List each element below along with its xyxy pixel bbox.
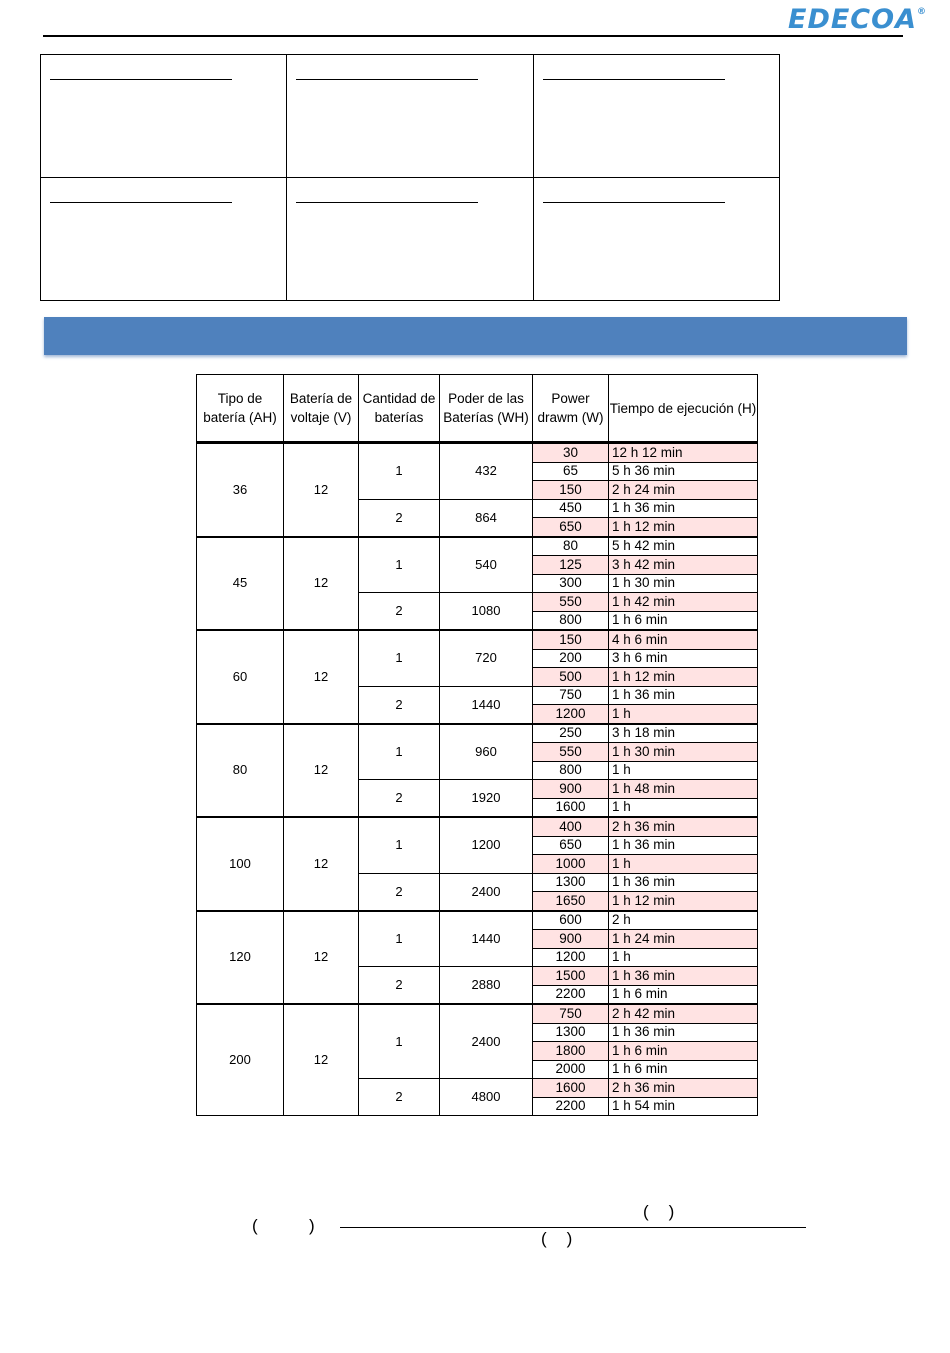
formula-left-close-paren: ) xyxy=(309,1216,315,1235)
cell-battery-ah: 45 xyxy=(197,537,284,631)
header-poder: Poder de las Baterías (WH) xyxy=(440,375,533,443)
cell-power-drawn: 80 xyxy=(533,537,609,556)
cell-runtime: 1 h 30 min xyxy=(609,743,758,762)
cell-quantity: 1 xyxy=(359,1004,440,1079)
cell-quantity: 1 xyxy=(359,911,440,967)
cell-power-drawn: 1300 xyxy=(533,1023,609,1042)
header-divider xyxy=(43,35,903,37)
cell-power-drawn: 900 xyxy=(533,930,609,949)
cell-quantity: 1 xyxy=(359,817,440,873)
cell-runtime: 1 h 36 min xyxy=(609,499,758,518)
cell-power-drawn: 550 xyxy=(533,593,609,612)
cell-quantity: 2 xyxy=(359,967,440,1005)
cell-power-drawn: 800 xyxy=(533,611,609,630)
cell-runtime: 2 h 24 min xyxy=(609,481,758,500)
cell-runtime: 4 h 6 min xyxy=(609,630,758,649)
cell-power-drawn: 150 xyxy=(533,630,609,649)
cell-power-drawn: 1650 xyxy=(533,892,609,911)
signature-line xyxy=(543,202,725,203)
table-row xyxy=(197,911,758,930)
header-tiempo: Tiempo de ejecución (H) xyxy=(609,375,758,443)
cell-battery-wh: 864 xyxy=(440,499,533,537)
cell-power-drawn: 450 xyxy=(533,499,609,518)
cell-power-drawn: 400 xyxy=(533,817,609,836)
signature-box xyxy=(533,178,779,301)
cell-voltage: 12 xyxy=(284,443,359,537)
cell-quantity: 1 xyxy=(359,724,440,780)
cell-power-drawn: 1000 xyxy=(533,855,609,874)
signature-box xyxy=(533,55,779,178)
cell-quantity: 2 xyxy=(359,499,440,537)
cell-battery-wh: 2400 xyxy=(440,873,533,911)
cell-runtime: 1 h xyxy=(609,761,758,780)
cell-runtime: 1 h 36 min xyxy=(609,873,758,892)
cell-quantity: 2 xyxy=(359,873,440,911)
cell-battery-wh: 1440 xyxy=(440,686,533,724)
cell-battery-ah: 120 xyxy=(197,911,284,1005)
cell-battery-wh: 432 xyxy=(440,443,533,500)
cell-runtime: 3 h 18 min xyxy=(609,724,758,743)
cell-power-drawn: 600 xyxy=(533,911,609,930)
cell-runtime: 2 h 36 min xyxy=(609,817,758,836)
cell-runtime: 1 h 54 min xyxy=(609,1097,758,1116)
cell-power-drawn: 800 xyxy=(533,761,609,780)
header-voltaje: Batería de voltaje (V) xyxy=(284,375,359,443)
cell-battery-wh: 540 xyxy=(440,537,533,593)
signature-line xyxy=(296,79,478,80)
table-row xyxy=(197,443,758,463)
cell-quantity: 2 xyxy=(359,1079,440,1116)
cell-runtime: 1 h 42 min xyxy=(609,593,758,612)
cell-power-drawn: 900 xyxy=(533,780,609,799)
cell-runtime: 1 h 6 min xyxy=(609,1060,758,1079)
cell-power-drawn: 1800 xyxy=(533,1042,609,1061)
cell-battery-wh: 2400 xyxy=(440,1004,533,1079)
section-header-bar xyxy=(44,317,907,355)
signature-line xyxy=(543,79,725,80)
cell-runtime: 1 h 36 min xyxy=(609,967,758,986)
cell-quantity: 2 xyxy=(359,686,440,724)
cell-battery-wh: 960 xyxy=(440,724,533,780)
cell-runtime: 1 h xyxy=(609,855,758,874)
table-row xyxy=(197,537,758,556)
signature-box xyxy=(41,55,287,178)
cell-runtime: 1 h 6 min xyxy=(609,985,758,1004)
cell-quantity: 1 xyxy=(359,537,440,593)
table-header-row xyxy=(197,375,758,443)
cell-power-drawn: 500 xyxy=(533,668,609,687)
header-power-drawn: Power drawm (W) xyxy=(533,375,609,443)
signature-box xyxy=(287,178,533,301)
cell-power-drawn: 1300 xyxy=(533,873,609,892)
cell-runtime: 3 h 6 min xyxy=(609,649,758,668)
cell-battery-ah: 60 xyxy=(197,630,284,724)
cell-runtime: 1 h 12 min xyxy=(609,518,758,537)
cell-quantity: 1 xyxy=(359,630,440,686)
cell-voltage: 12 xyxy=(284,630,359,724)
cell-runtime: 12 h 12 min xyxy=(609,443,758,463)
cell-power-drawn: 1600 xyxy=(533,798,609,817)
cell-runtime: 1 h xyxy=(609,705,758,724)
table-row xyxy=(197,1004,758,1023)
cell-power-drawn: 650 xyxy=(533,836,609,855)
cell-power-drawn: 750 xyxy=(533,686,609,705)
cell-quantity: 2 xyxy=(359,780,440,818)
cell-runtime: 5 h 36 min xyxy=(609,462,758,481)
cell-power-drawn: 2200 xyxy=(533,985,609,1004)
formula-numerator-parens: () xyxy=(643,1202,695,1221)
cell-battery-wh: 720 xyxy=(440,630,533,686)
table-row xyxy=(197,724,758,743)
cell-voltage: 12 xyxy=(284,724,359,818)
cell-power-drawn: 1200 xyxy=(533,705,609,724)
cell-runtime: 1 h 6 min xyxy=(609,1042,758,1061)
cell-quantity: 2 xyxy=(359,593,440,631)
cell-power-drawn: 1500 xyxy=(533,967,609,986)
cell-quantity: 1 xyxy=(359,443,440,500)
cell-voltage: 12 xyxy=(284,817,359,911)
cell-runtime: 3 h 42 min xyxy=(609,556,758,575)
cell-voltage: 12 xyxy=(284,1004,359,1116)
cell-power-drawn: 2000 xyxy=(533,1060,609,1079)
cell-battery-wh: 1200 xyxy=(440,817,533,873)
table-row xyxy=(197,630,758,649)
runtime-table xyxy=(196,374,758,1116)
signature-line xyxy=(296,202,478,203)
cell-runtime: 1 h 24 min xyxy=(609,930,758,949)
cell-runtime: 1 h xyxy=(609,798,758,817)
cell-battery-wh: 1440 xyxy=(440,911,533,967)
signature-line xyxy=(50,202,232,203)
cell-runtime: 1 h 30 min xyxy=(609,574,758,593)
table-body xyxy=(197,443,758,1116)
cell-power-drawn: 65 xyxy=(533,462,609,481)
cell-runtime: 1 h 36 min xyxy=(609,686,758,705)
formula-denominator-parens: () xyxy=(541,1229,593,1248)
table-row xyxy=(197,817,758,836)
signature-box xyxy=(287,55,533,178)
signature-box xyxy=(41,178,287,301)
cell-voltage: 12 xyxy=(284,911,359,1005)
formula-fraction-bar xyxy=(340,1227,806,1228)
cell-battery-ah: 80 xyxy=(197,724,284,818)
cell-power-drawn: 250 xyxy=(533,724,609,743)
cell-battery-wh: 1080 xyxy=(440,593,533,631)
cell-power-drawn: 1200 xyxy=(533,948,609,967)
cell-power-drawn: 550 xyxy=(533,743,609,762)
cell-runtime: 1 h 36 min xyxy=(609,1023,758,1042)
header-cantidad: Cantidad de baterías xyxy=(359,375,440,443)
cell-power-drawn: 650 xyxy=(533,518,609,537)
cell-runtime: 1 h 12 min xyxy=(609,668,758,687)
cell-power-drawn: 125 xyxy=(533,556,609,575)
edecoa-logo: EDECOA® xyxy=(788,4,927,35)
cell-battery-wh: 1920 xyxy=(440,780,533,818)
cell-runtime: 1 h 12 min xyxy=(609,892,758,911)
cell-battery-wh: 2880 xyxy=(440,967,533,1005)
cell-voltage: 12 xyxy=(284,537,359,631)
cell-runtime: 1 h 6 min xyxy=(609,611,758,630)
cell-runtime: 2 h 42 min xyxy=(609,1004,758,1023)
cell-runtime: 2 h 36 min xyxy=(609,1079,758,1098)
cell-power-drawn: 200 xyxy=(533,649,609,668)
cell-power-drawn: 1600 xyxy=(533,1079,609,1098)
cell-runtime: 1 h xyxy=(609,948,758,967)
cell-power-drawn: 750 xyxy=(533,1004,609,1023)
header-tipo-bateria: Tipo de batería (AH) xyxy=(197,375,284,443)
cell-battery-wh: 4800 xyxy=(440,1079,533,1116)
signature-boxes xyxy=(40,54,780,301)
cell-power-drawn: 30 xyxy=(533,443,609,463)
cell-runtime: 1 h 48 min xyxy=(609,780,758,799)
cell-runtime: 1 h 36 min xyxy=(609,836,758,855)
cell-battery-ah: 36 xyxy=(197,443,284,537)
cell-runtime: 2 h xyxy=(609,911,758,930)
cell-power-drawn: 2200 xyxy=(533,1097,609,1116)
cell-power-drawn: 150 xyxy=(533,481,609,500)
cell-battery-ah: 200 xyxy=(197,1004,284,1116)
cell-power-drawn: 300 xyxy=(533,574,609,593)
signature-line xyxy=(50,79,232,80)
cell-runtime: 5 h 42 min xyxy=(609,537,758,556)
cell-battery-ah: 100 xyxy=(197,817,284,911)
formula-left-open-paren: ( xyxy=(252,1216,258,1235)
